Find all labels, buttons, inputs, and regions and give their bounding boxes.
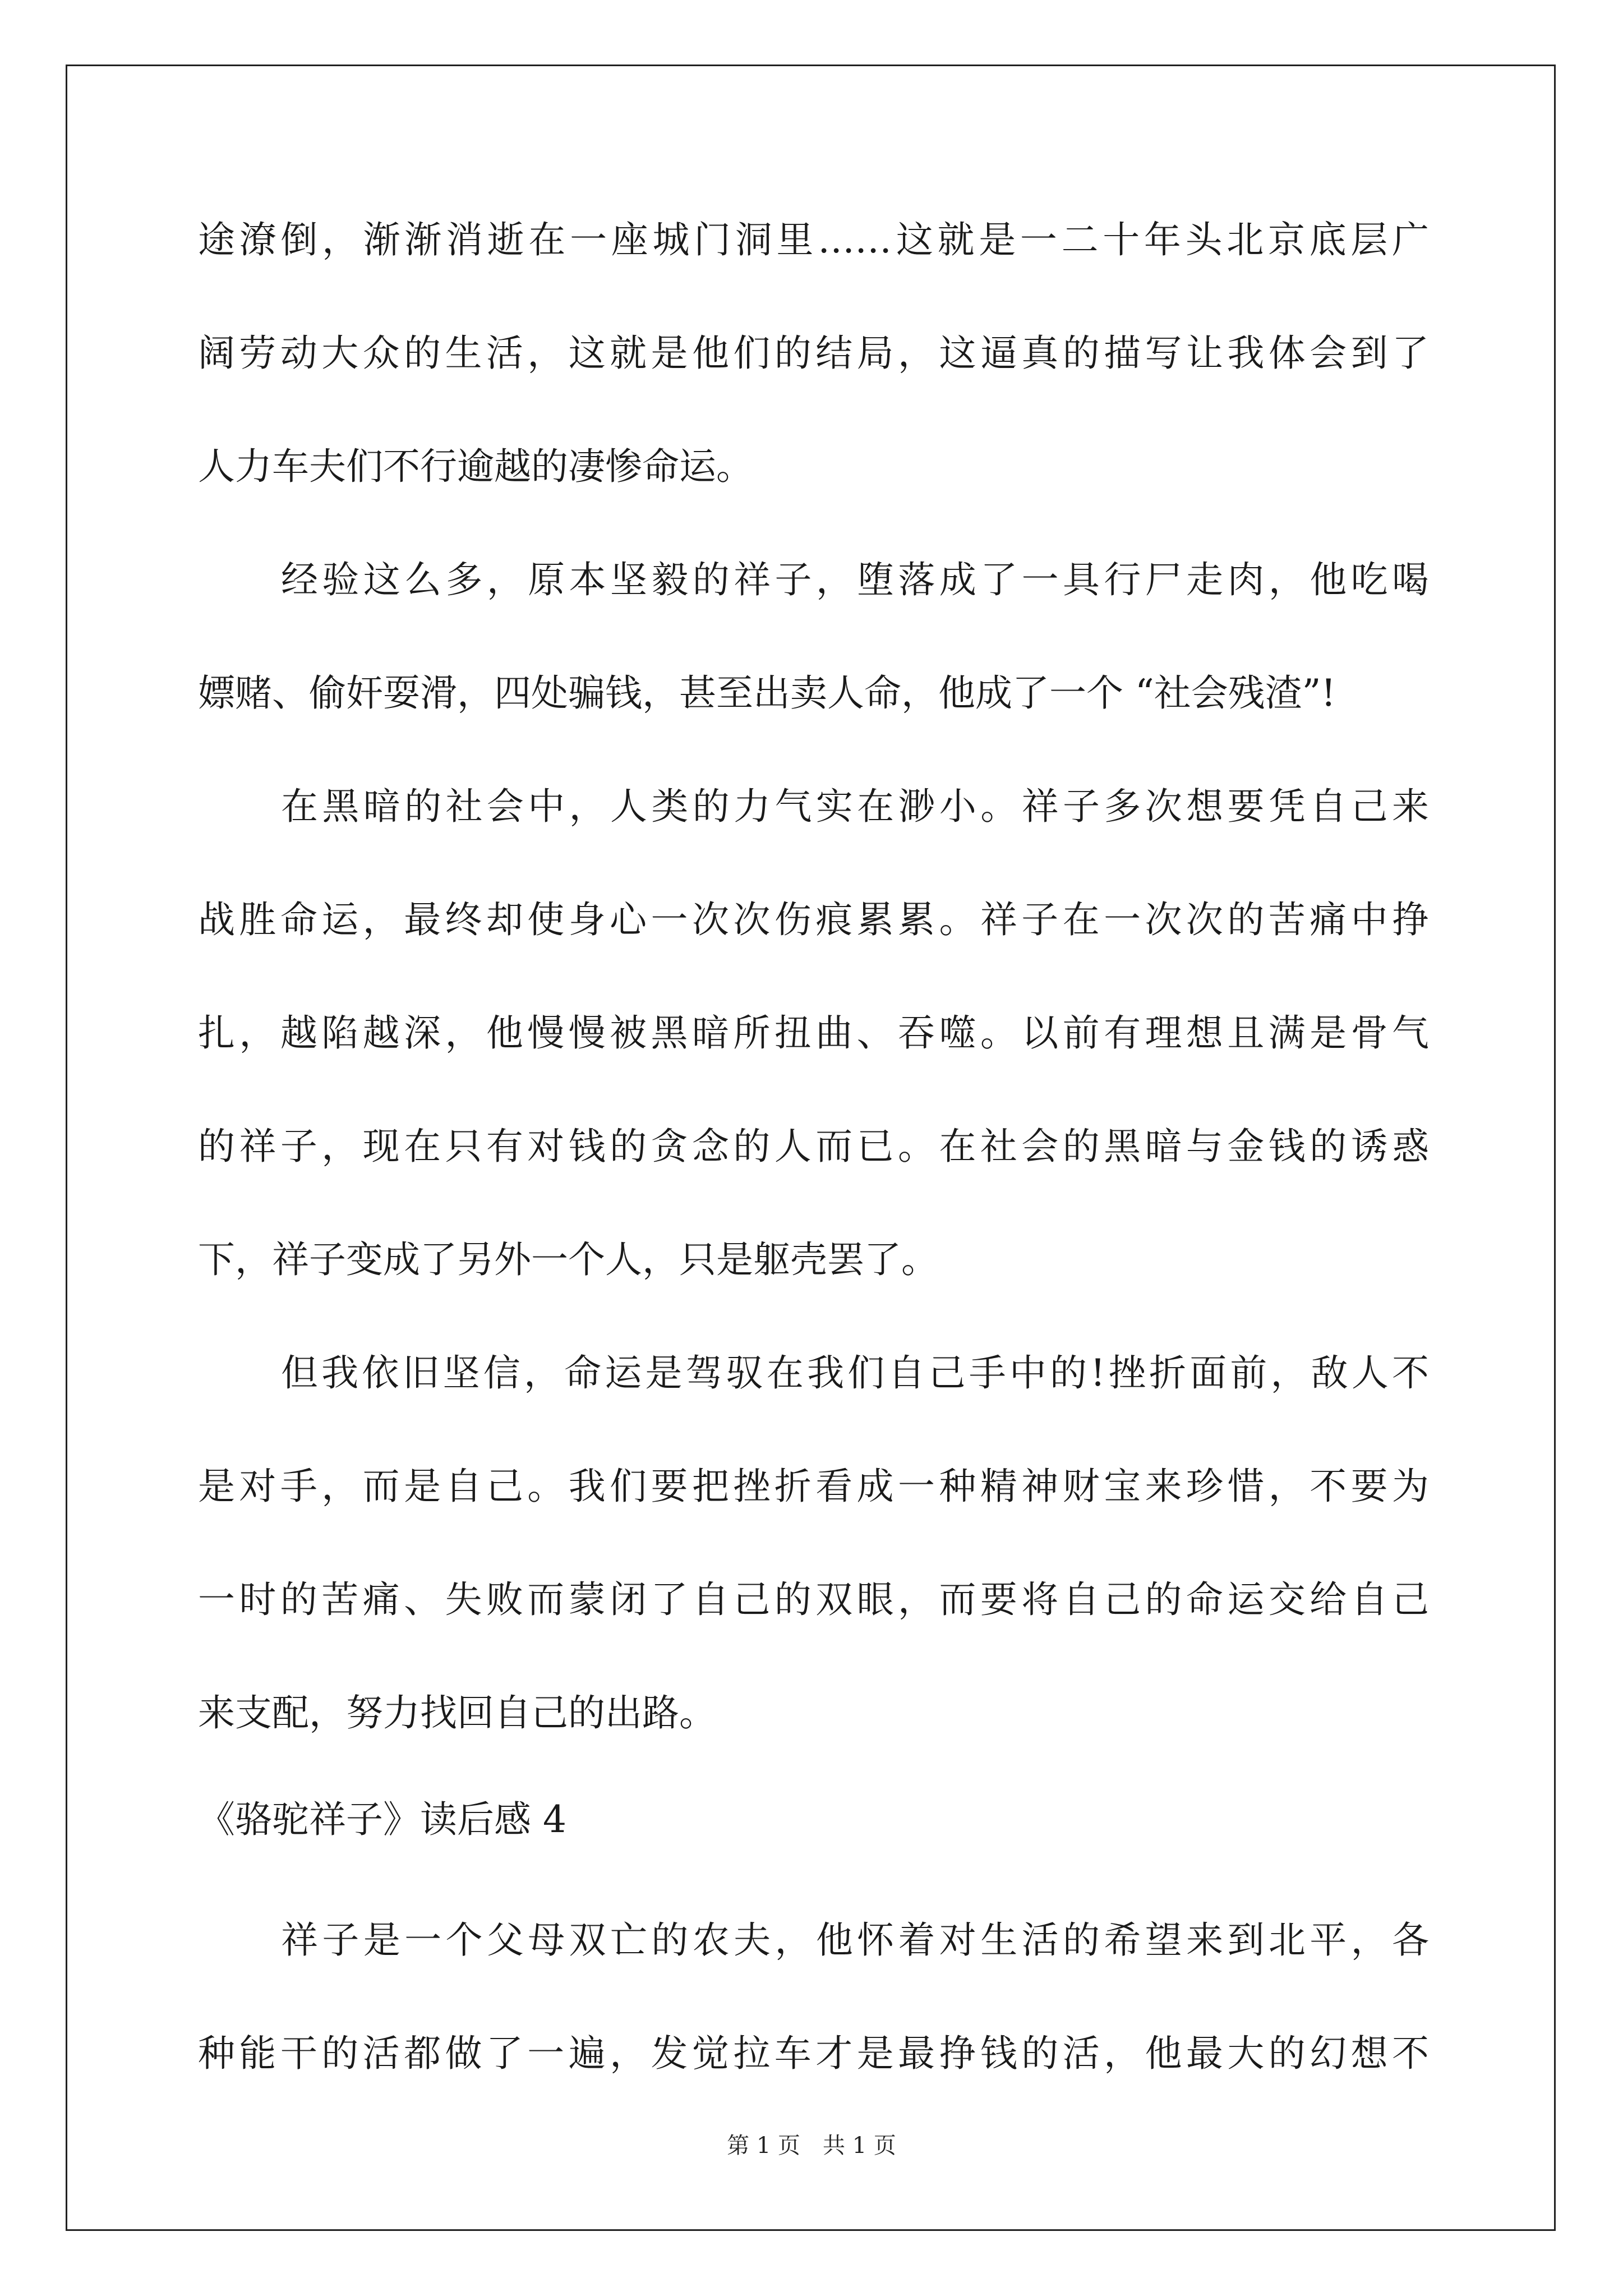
text-line: 阔劳动大众的生活，这就是他们的结局，这逼真的描写让我体会到了: [198, 332, 1429, 375]
text-line: 下，祥子变成了另外一个人，只是躯壳罢了。: [198, 1238, 938, 1281]
text-line: 途潦倒，渐渐消逝在一座城门洞里……这就是一二十年头北京底层广: [198, 218, 1429, 261]
paragraph-3: [198, 784, 1429, 1282]
text-line: 人力车夫们不行逾越的凄惨命运。: [198, 445, 753, 488]
text-line: 战胜命运，最终却使身心一次次伤痕累累。祥子在一次次的苦痛中挣: [198, 898, 1429, 941]
text-line: 扎，越陷越深，他慢慢被黑暗所扭曲、吞噬。以前有理想且满是骨气: [198, 1011, 1429, 1055]
text-line: 的祥子，现在只有对钱的贪念的人而已。在社会的黑暗与金钱的诱惑: [198, 1125, 1429, 1168]
text-line: 经验这么多，原本坚毅的祥子，堕落成了一具行尸走肉，他吃喝: [281, 558, 1429, 601]
paragraph-4: [198, 1351, 1429, 1736]
text-line: 来支配，努力找回自己的出路。: [198, 1691, 716, 1734]
section-heading: 《骆驼祥子》读后感 4: [198, 1798, 566, 1841]
text-line: 在黑暗的社会中，人类的力气实在渺小。祥子多次想要凭自己来: [281, 785, 1429, 828]
text-line: 嫖赌、偷奸耍滑，四处骗钱，甚至出卖人命，他成了一个 “社会残渣”!: [198, 671, 1336, 715]
paragraph-2: [198, 558, 1429, 716]
text-line: 祥子是一个父母双亡的农夫，他怀着对生活的希望来到北平，各: [281, 1918, 1429, 1962]
text-line: 但我依旧坚信，命运是驾驭在我们自己手中的!挫折面前，敌人不: [281, 1351, 1429, 1395]
document-body: [198, 218, 1429, 2076]
paragraph-1: [198, 218, 1429, 489]
paragraph-5: [198, 1918, 1429, 2076]
text-line: 一时的苦痛、失败而蒙闭了自己的双眼，而要将自己的命运交给自己: [198, 1578, 1429, 1621]
page-number-footer: 第 1 页 共 1 页: [727, 2133, 896, 2159]
text-line: 是对手，而是自己。我们要把挫折看成一种精神财宝来珍惜，不要为: [198, 1465, 1429, 1508]
text-line: 种能干的活都做了一遍，发觉拉车才是最挣钱的活，他最大的幻想不: [198, 2032, 1429, 2075]
